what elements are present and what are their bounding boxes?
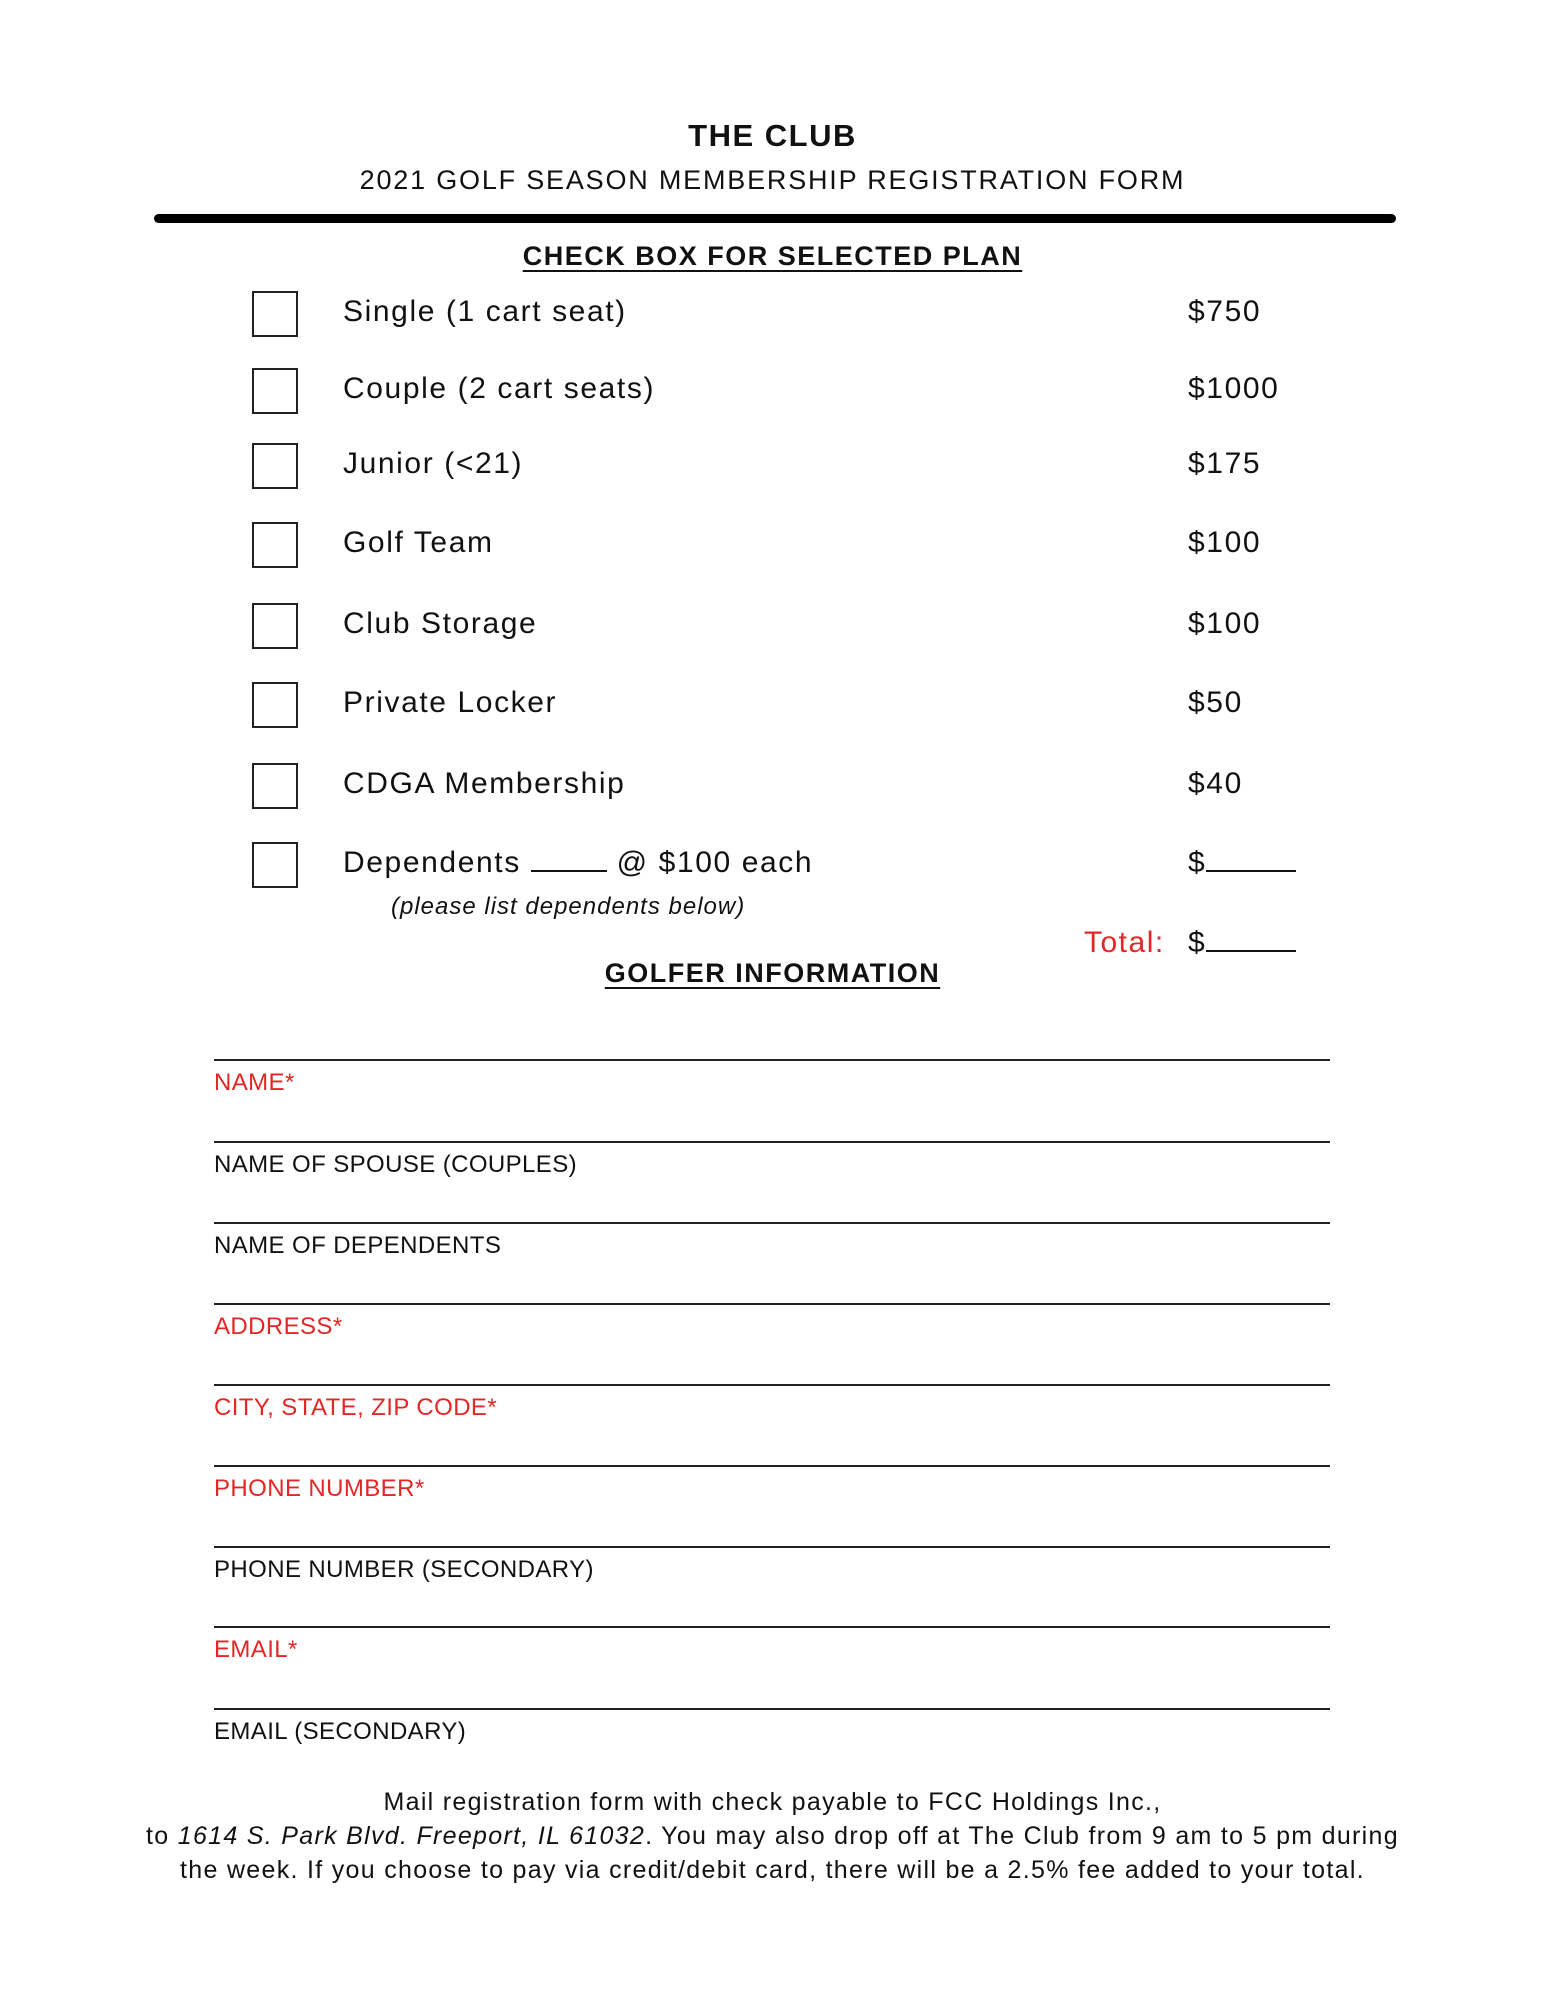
plan-label-dependents [343,846,813,880]
plan-checkbox-cdga[interactable] [252,763,298,809]
total-prefix: $ [1188,926,1207,959]
plan-checkbox-single[interactable] [252,291,298,337]
name-input-line[interactable] [214,1059,1330,1061]
phone-input-line[interactable] [214,1465,1330,1467]
dependents-names-input-line[interactable] [214,1222,1330,1224]
spouse-name-input-line[interactable] [214,1141,1330,1143]
golfer-info-heading: GOLFER INFORMATION [604,958,941,988]
header-divider [154,214,1396,223]
plan-checkbox-couple[interactable] [252,368,298,414]
dependents-count-blank[interactable] [531,869,607,872]
dependents-note: (please list dependents below) [391,893,746,920]
plan-checkbox-private-locker[interactable] [252,682,298,728]
plan-label-golf-team: Golf Team [343,526,494,559]
plan-price-cdga: $40 [1188,767,1243,800]
email-secondary-input-line[interactable] [214,1708,1330,1710]
dependents-names-label: NAME OF DEPENDENTS [214,1232,502,1259]
mailing-instructions [100,1785,1445,1887]
email-input-line[interactable] [214,1626,1330,1628]
plan-price-private-locker: $50 [1188,686,1243,719]
plan-label-club-storage: Club Storage [343,607,538,640]
plan-label-single: Single (1 cart seat) [343,295,627,328]
plan-price-club-storage: $100 [1188,607,1262,640]
plan-label-junior: Junior (<21) [343,447,524,480]
plan-price-golf-team: $100 [1188,526,1262,559]
plan-price-dependents [1188,846,1296,880]
plans-heading: CHECK BOX FOR SELECTED PLAN [522,241,1023,271]
dependents-price-blank[interactable] [1206,869,1296,872]
email-secondary-label: EMAIL (SECONDARY) [214,1718,467,1745]
total-value [1188,926,1296,960]
email-label: EMAIL* [214,1636,298,1663]
footer-line-1: Mail registration form with check payable to FCC Holdings Inc., [383,1788,1162,1816]
city-state-zip-input-line[interactable] [214,1384,1330,1386]
address-input-line[interactable] [214,1303,1330,1305]
dependents-rate-text: @ $100 each [616,846,814,879]
phone-secondary-input-line[interactable] [214,1546,1330,1548]
plan-label-couple: Couple (2 cart seats) [343,372,656,405]
phone-secondary-label: PHONE NUMBER (SECONDARY) [214,1556,594,1583]
plan-checkbox-dependents[interactable] [252,842,298,888]
plan-label-private-locker: Private Locker [343,686,558,719]
plan-label-cdga: CDGA Membership [343,767,626,800]
plan-price-single: $750 [1188,295,1262,328]
mailing-address: 1614 S. Park Blvd. Freeport, IL 61032 [177,1822,646,1850]
plan-checkbox-club-storage[interactable] [252,603,298,649]
footer-line-3: the week. If you choose to pay via credit/debit card, there will be a 2.5% fee added to your total. [180,1856,1365,1884]
phone-label: PHONE NUMBER* [214,1475,425,1502]
total-blank[interactable] [1206,949,1296,952]
form-subtitle: 2021 GOLF SEASON MEMBERSHIP REGISTRATION FORM [359,165,1186,195]
plan-checkbox-junior[interactable] [252,443,298,489]
dependents-price-prefix: $ [1188,846,1207,879]
address-label: ADDRESS* [214,1313,343,1340]
spouse-name-label: NAME OF SPOUSE (COUPLES) [214,1151,577,1178]
dependents-label-text: Dependents [343,846,521,879]
plan-price-junior: $175 [1188,447,1262,480]
footer-line-2: to 1614 S. Park Blvd. Freeport, IL 61032. You may also drop off at The Club from 9 am to 5 pm during [146,1822,1399,1850]
form-title: THE CLUB [688,118,857,153]
total-label: Total: [1084,926,1165,959]
plan-checkbox-golf-team[interactable] [252,522,298,568]
plan-price-couple: $1000 [1188,372,1280,405]
name-label: NAME* [214,1069,295,1096]
city-state-zip-label: CITY, STATE, ZIP CODE* [214,1394,498,1421]
